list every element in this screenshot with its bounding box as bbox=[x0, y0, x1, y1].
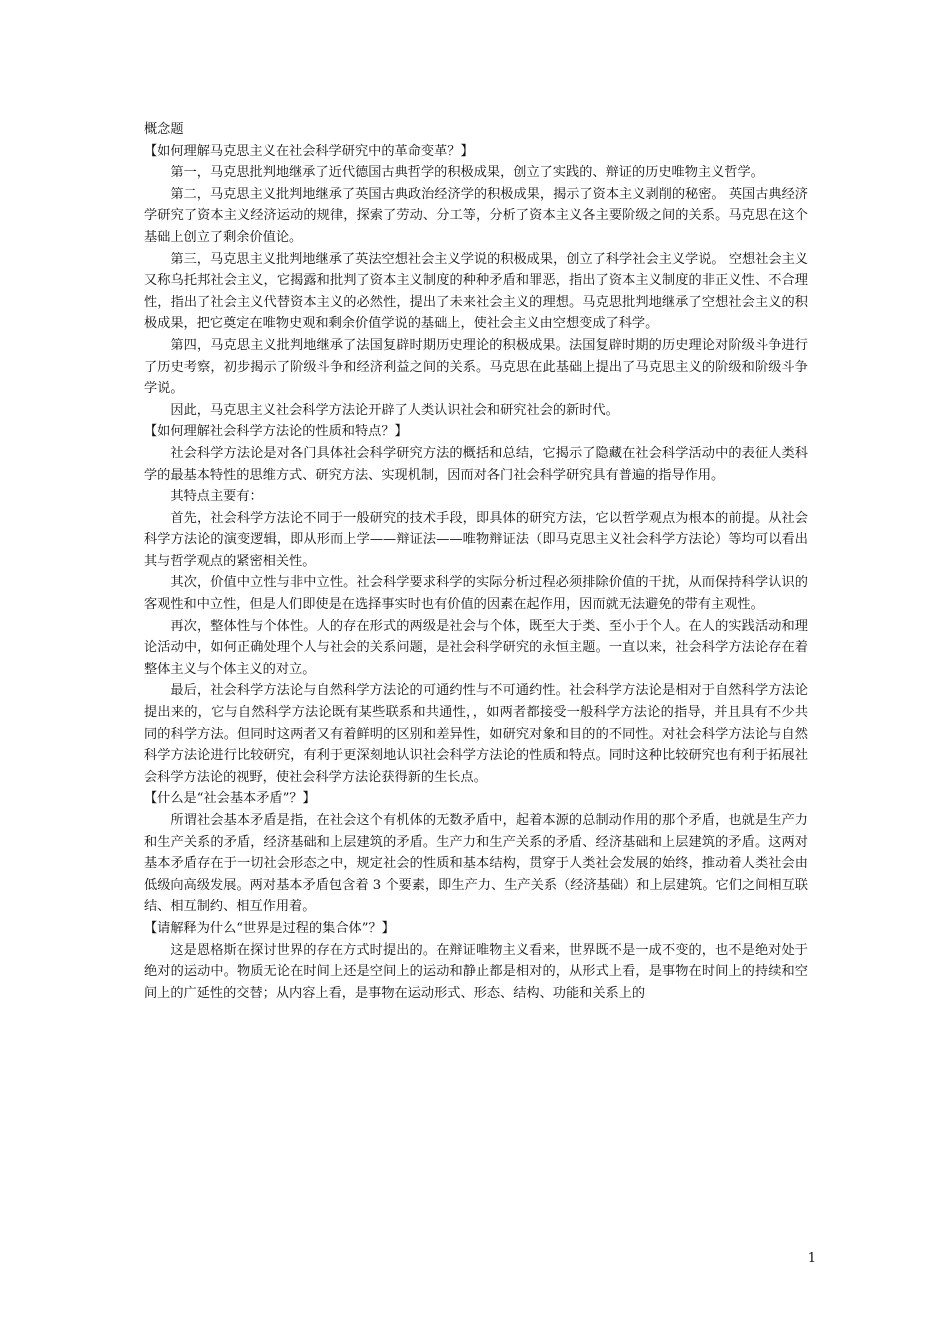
page-number: 1 bbox=[807, 1251, 816, 1266]
question-heading: 【如何理解马克思主义在社会科学研究中的革命变革？】 bbox=[144, 143, 474, 159]
paragraph: 第二，马克思主义批判地继承了英国古典政治经济学的积极成果，揭示了资本主义剥削的秘密。 英国古典经济学研究了资本主义经济运动的规律，探索了劳动、分工等，分析了资本主义各主要阶级之间的关系。马克思在这个基础上创立了剩余价值论。 bbox=[144, 186, 808, 245]
paragraph: 其特点主要有： bbox=[170, 489, 263, 505]
paragraph: 其次，价值中立性与非中立性。社会科学要求科学的实际分析过程必须排除价值的干扰，从而保持科学认识的客观性和中立性，但是人们即使是在选择事实时也有价值的因素在起作用，因而就无法避免的带有主观性。 bbox=[144, 575, 808, 613]
document-body bbox=[144, 119, 808, 1004]
question-heading: 【请解释为什么“世界是过程的集合体”？】 bbox=[144, 920, 395, 936]
paragraph: 首先，社会科学方法论不同于一般研究的技术手段，即具体的研究方法，它以哲学观点为根本的前提。从社会科学方法论的演变逻辑，即从形而上学——辩证法——唯物辩证法（即马克思主义社会科学方法论）等均可以看出其与哲学观点的紧密相关性。 bbox=[144, 510, 808, 569]
content-blocks bbox=[144, 141, 808, 1005]
paragraph: 所谓社会基本矛盾是指，在社会这个有机体的无数矛盾中，起着本源的总制动作用的那个矛盾，也就是生产力和生产关系的矛盾，经济基础和上层建筑的矛盾。生产力和生产关系的矛盾、经济基础和上层建筑的矛盾。这两对基本矛盾存在于一切社会形态之中，规定社会的性质和基本结构，贯穿于人类社会发展的始终，推动着人类社会由低级向高级发展。两对基本矛盾包含着 3 个要素，即生产力、生产关系（经济基础）和上层建筑。它们之间相互联结、相互制约、相互作用着。 bbox=[144, 813, 808, 915]
paragraph: 社会科学方法论是对各门具体社会科学研究方法的概括和总结，它揭示了隐藏在社会科学活动中的表征人类科学的最基本特性的思维方式、研究方法、实现机制，因而对各门社会科学研究具有普遍的指导作用。 bbox=[144, 445, 808, 483]
paragraph: 这是恩格斯在探讨世界的存在方式时提出的。在辩证唯物主义看来，世界既不是一成不变的，也不是绝对处于绝对的运动中。物质无论在时间上还是空间上的运动和静止都是相对的，从形式上看，是事物在时间上的持续和空间上的广延性的交替；从内容上看，是事物在运动形式、形态、结构、功能和关系上的 bbox=[144, 942, 808, 1001]
question-heading: 【如何理解社会科学方法论的性质和特点？】 bbox=[144, 424, 408, 440]
paragraph: 再次，整体性与个体性。人的存在形式的两级是社会与个体，既至大于类、至小于个人。在人的实践活动和理论活动中，如何正确处理个人与社会的关系问题，是社会科学研究的永恒主题。一直以来，社会科学方法论存在着整体主义与个体主义的对立。 bbox=[144, 618, 808, 677]
question-heading: 【什么是“社会基本矛盾”？】 bbox=[144, 791, 316, 807]
section-label: 概念题 bbox=[144, 122, 184, 137]
paragraph: 最后，社会科学方法论与自然科学方法论的可通约性与不可通约性。社会科学方法论是相对于自然科学方法论提出来的，它与自然科学方法论既有某些联系和共通性，，如两者都接受一般科学方法论的指导，并且具有不少共同的科学方法。但同时这两者又有着鲜明的区别和差异性，如研究对象和目的的不同性。对社会科学方法论与自然科学方法论进行比较研究，有利于更深刻地认识社会科学方法论的性质和特点。同时这种比较研究也有利于拓展社会科学方法论的视野，使社会科学方法论获得新的生长点。 bbox=[144, 683, 808, 785]
paragraph: 第三，马克思主义批判地继承了英法空想社会主义学说的积极成果，创立了科学社会主义学说。 空想社会主义又称乌托邦社会主义，它揭露和批判了资本主义制度的种种矛盾和罪恶，指出了资本主义制度的非正义性、不合理性，指出了社会主义代替资本主义的必然性，提出了未来社会主义的理想。马克思批判地继承了空想社会主义的积极成果，把它奠定在唯物史观和剩余价值学说的基础上，使社会主义由空想变成了科学。 bbox=[144, 251, 808, 332]
paragraph: 第四，马克思主义批判地继承了法国复辟时期历史理论的积极成果。法国复辟时期的历史理论对阶级斗争进行了历史考察，初步揭示了阶级斗争和经济利益之间的关系。马克思在此基础上提出了马克思主义的阶级和阶级斗争学说。 bbox=[144, 337, 808, 397]
paragraph: 第一，马克思批判地继承了近代德国古典哲学的积极成果，创立了实践的、辩证的历史唯物主义哲学。 bbox=[170, 165, 764, 181]
paragraph: 因此，马克思主义社会科学方法论开辟了人类认识社会和研究社会的新时代。 bbox=[170, 402, 619, 418]
